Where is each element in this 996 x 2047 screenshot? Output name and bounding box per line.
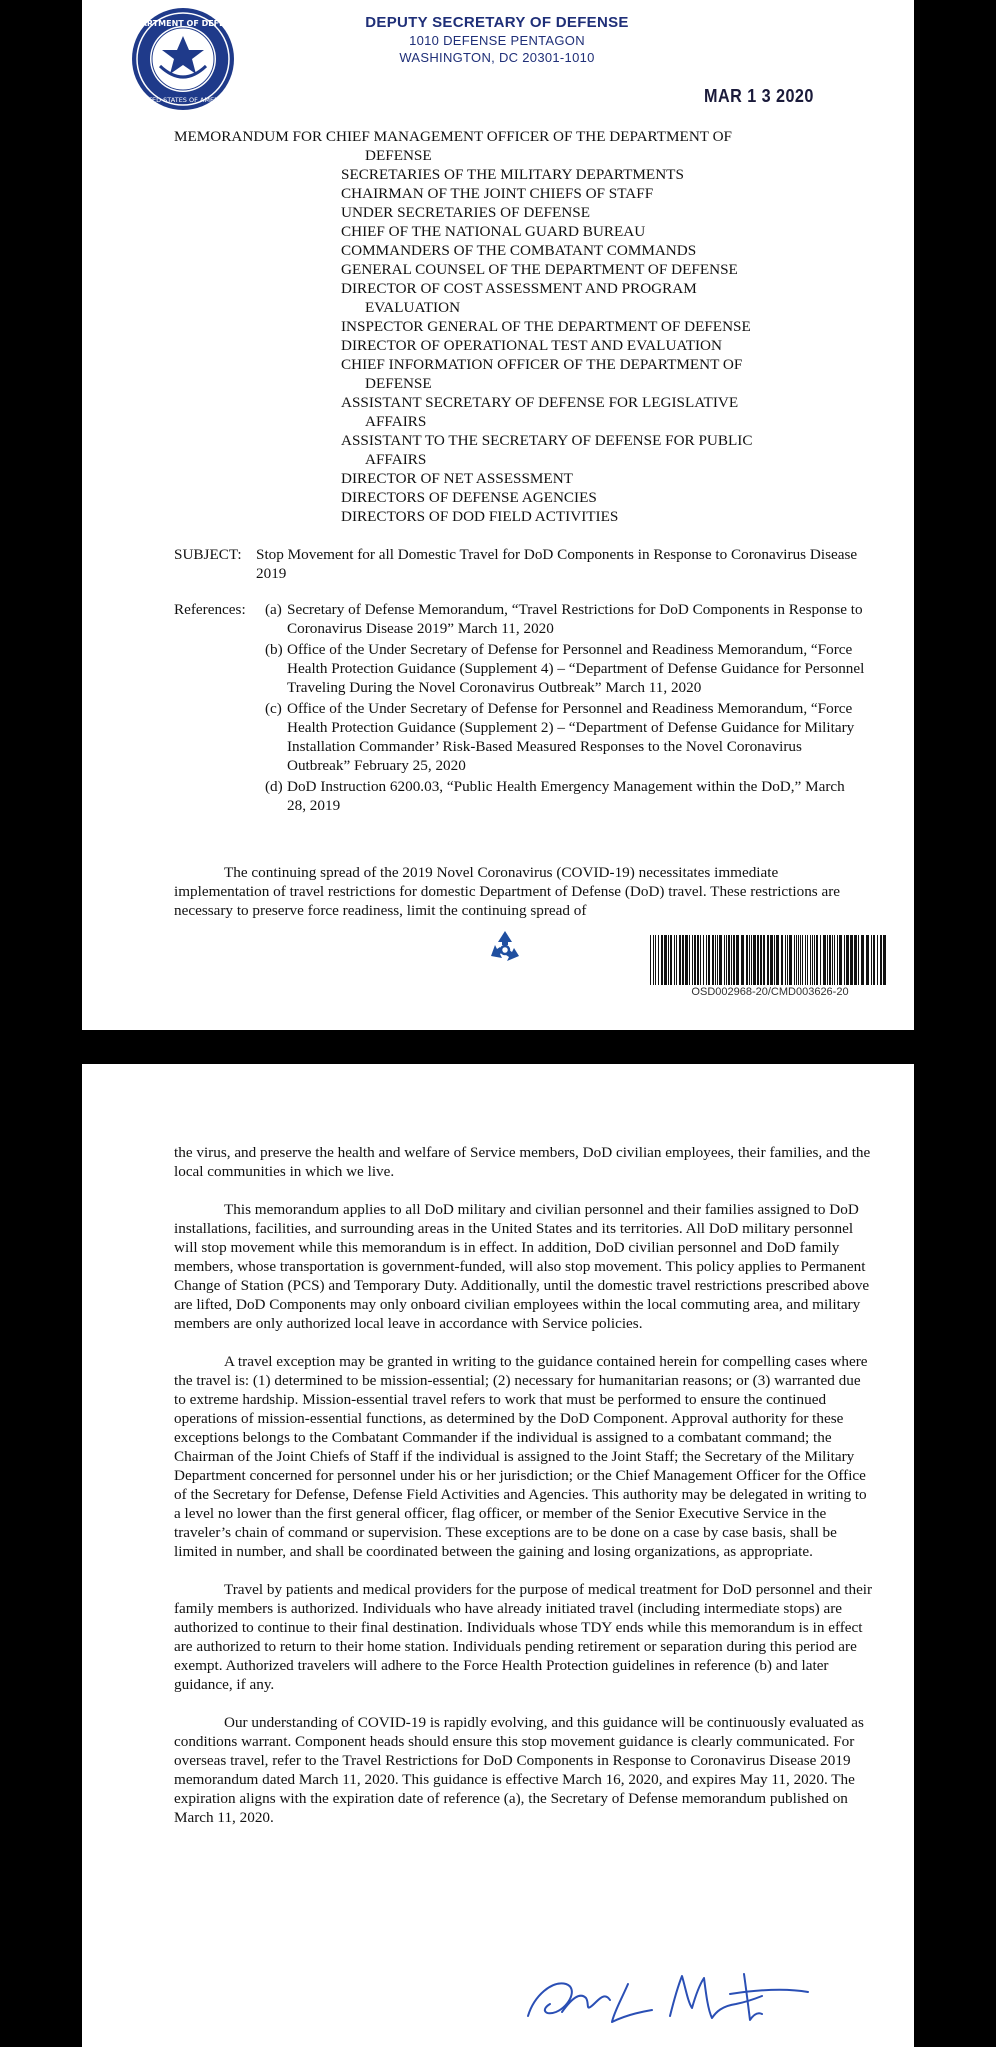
barcode-bar: [787, 935, 788, 985]
reference-item: (c) Office of the Under Secretary of Defense for Personnel and Readiness Memorandum, “Force Health Protection Guidance (Supplement 2) – “Department of Defense Guidance for Military Installation Commander’ Risk-Based Measured Responses to the Novel Coronavirus Outbreak” February 25, 2020: [265, 700, 855, 774]
barcode-bar: [724, 935, 725, 985]
addressee: COMMANDERS OF THE COMBATANT COMMANDS: [341, 242, 697, 259]
addressee: DIRECTOR OF COST ASSESSMENT AND PROGRAM EVALUATION: [341, 280, 697, 316]
barcode-bar: [776, 935, 779, 985]
barcode-bar: [719, 935, 722, 985]
barcode-bar: [850, 935, 853, 985]
addressee: DIRECTORS OF DOD FIELD ACTIVITIES: [341, 508, 619, 525]
barcode-bar: [668, 935, 669, 985]
barcode-bar: [728, 935, 730, 985]
recycle-icon: [486, 928, 524, 966]
barcode-bar: [689, 935, 690, 985]
barcode-bar: [798, 935, 799, 985]
barcode-bar: [653, 935, 654, 985]
barcode-bar: [685, 935, 688, 985]
barcode-bar: [796, 935, 797, 985]
barcode-bar: [883, 935, 886, 985]
addressee: GENERAL COUNSEL OF THE DEPARTMENT OF DEFENSE: [341, 261, 738, 278]
subject-label: SUBJECT:: [174, 546, 242, 563]
body-paragraph: Travel by patients and medical providers for the purpose of medical treatment for DoD personnel and their family members is authorized. Individuals who have already initiated travel (including intermediate stops) are authorized to continue to their final destination. Individuals whose TDY ends while this memorandum is in effect are authorized to return to their home station. Individuals pending retirement or separation during this period are exempt. Authorized travelers will adhere to the Force Health Protection guidelines in reference (b) and later guidance, if any.: [174, 1581, 873, 1693]
barcode-bar: [794, 935, 795, 985]
letterhead-title: DEPUTY SECRETARY OF DEFENSE: [365, 14, 629, 31]
reference-item: (a) Secretary of Defense Memorandum, “Travel Restrictions for DoD Components in Response to Coronavirus Disease 2019” March 11, 2020: [265, 601, 863, 637]
addressee: ASSISTANT SECRETARY OF DEFENSE FOR LEGISLATIVE AFFAIRS: [341, 394, 739, 430]
barcode-bar: [839, 935, 842, 985]
letterhead-address-line-1: 1010 DEFENSE PENTAGON: [409, 33, 585, 48]
barcode-bar: [760, 935, 762, 985]
letterhead: [352, 14, 642, 66]
reference-item: (d) DoD Instruction 6200.03, “Public Health Emergency Management within the DoD,” March 28, 2019: [265, 778, 845, 814]
barcode-bar: [880, 935, 882, 985]
addressee: DIRECTORS OF DEFENSE AGENCIES: [341, 489, 597, 506]
addressee: DIRECTOR OF OPERATIONAL TEST AND EVALUATION: [341, 337, 722, 354]
page-2-body: [174, 1143, 874, 1846]
barcode-bar: [834, 935, 835, 985]
barcode-bar: [694, 935, 696, 985]
barcode-bar: [770, 935, 773, 985]
addressee-list: [341, 146, 874, 526]
barcode-bar: [774, 935, 775, 985]
addressee: UNDER SECRETARIES OF DEFENSE: [341, 204, 590, 221]
barcode-bar: [733, 935, 735, 985]
barcode-bar: [679, 935, 681, 985]
svg-text:UNITED STATES OF AMERICA: UNITED STATES OF AMERICA: [136, 96, 230, 104]
barcode-bar: [757, 935, 759, 985]
barcode-bar: [810, 935, 811, 985]
subject-text: Stop Movement for all Domestic Travel for DoD Components in Response to Coronavirus Disease 2019: [256, 546, 858, 582]
barcode-bar: [844, 935, 845, 985]
barcode-bar: [858, 935, 859, 985]
barcode-bar: [706, 935, 707, 985]
barcode-bar: [753, 935, 756, 985]
body-paragraph: Our understanding of COVID-19 is rapidly evolving, and this guidance will be continuously evaluated as conditions warrant. Component heads should ensure this stop movement guidance is clearly communicated. For overseas travel, refer to the Travel Restrictions for DoD Components in Response to Coronavirus Disease 2019 memorandum dated March 11, 2020. This guidance is effective March 16, 2020, and expires May 11, 2020. The expiration aligns with the expiration date of reference (a), the Secretary of Defense memorandum published on March 11, 2020.: [174, 1714, 864, 1826]
addressee: CHAIRMAN OF THE JOINT CHIEFS OF STAFF: [341, 185, 654, 202]
body-paragraph: The continuing spread of the 2019 Novel Coronavirus (COVID-19) necessitates immediate implementation of travel restrictions for domestic Department of Defense (DoD) travel. These restrictions are necessary to preserve force readiness, limit the continuing spread of: [174, 864, 841, 919]
barcode-bar: [674, 935, 675, 985]
barcode-bar: [746, 935, 748, 985]
memo-page-2: [82, 1064, 914, 2047]
date-stamp: MAR 1 3 2020: [704, 86, 814, 106]
barcode-bar: [751, 935, 752, 985]
barcode-bar: [763, 935, 765, 985]
barcode-bar: [650, 935, 651, 985]
barcode-bar: [816, 935, 818, 985]
barcode-bar: [670, 935, 672, 985]
barcode-bar: [789, 935, 792, 985]
barcode-label: OSD002968-20/CMD003626-20: [691, 986, 849, 998]
barcode-bar: [814, 935, 815, 985]
barcode-bar: [658, 935, 659, 985]
barcode-bar: [846, 935, 849, 985]
barcode-bar: [877, 935, 878, 985]
barcode-bar: [800, 935, 801, 985]
barcode-bar: [731, 935, 732, 985]
barcode-bar: [726, 935, 727, 985]
memo-first-line: MEMORANDUM FOR CHIEF MANAGEMENT OFFICER OF THE DEPARTMENT OF: [174, 128, 733, 145]
barcode-bar: [700, 935, 701, 985]
subject-line: [174, 545, 874, 583]
addressee: INSPECTOR GENERAL OF THE DEPARTMENT OF DEFENSE: [341, 318, 751, 335]
addressee: DIRECTOR OF NET ASSESSMENT: [341, 470, 573, 487]
barcode-bar: [708, 935, 710, 985]
reference-item: (b) Office of the Under Secretary of Defense for Personnel and Readiness Memorandum, “Force Health Protection Guidance (Supplement 4) – “Department of Defense Guidance for Personnel Traveling During the Novel Coronavirus Outbreak” March 11, 2020: [265, 641, 865, 696]
barcode-bar: [802, 935, 803, 985]
memo-first-line-cont: DEFENSE: [365, 147, 432, 164]
dod-seal-icon: [123, 6, 243, 112]
body-paragraph: This memorandum applies to all DoD military and civilian personnel and their families assigned to DoD installations, facilities, and surrounding areas in the United States and its territories. All DoD military personnel will stop movement while this memorandum is in effect. In addition, DoD civilian personnel and DoD family members, whose transportation is government-funded, will also stop movement. This policy applies to Permanent Change of Station (PCS) and Temporary Duty. Additionally, until the domestic travel restrictions prescribed above are lifted, DoD Components may only onboard civilian employees within the local commuting area, and military members are only authorized local leave in accordance with Service policies.: [174, 1201, 870, 1332]
barcode-bar: [785, 935, 786, 985]
barcode-bar: [703, 935, 704, 985]
body-paragraph: A travel exception may be granted in writing to the guidance contained herein for compelling cases where the travel is: (1) determined to be mission-essential; (2) necessary for humanitarian reasons; or (3) warranted due to extreme hardship. Mission-essential travel refers to work that must be performed to ensure the continued operations of mission-essential functions, as determined by the DoD Component. Approval authority for these exceptions belongs to the Combatant Commander if the individual is assigned to a combatant command; the Chairman of the Joint Chiefs of Staff if the individual is assigned to the Joint Staff; the Secretary of the Military Department concerned for personnel under his or her jurisdiction; or the Chief Management Officer for the Office of the Secretary for Defense, Defense Field Activities and Agencies. This authority may be delegated in writing to a level no lower than the first general officer, flag officer, or member of the Senior Executive Service in the traveler’s chain of command or supervision. These exceptions are to be done on a case by case basis, shall be limited in number, and shall be coordinated between the gaining and losing organizations, as appropriate.: [174, 1353, 868, 1560]
barcode-bar: [715, 935, 716, 985]
barcode-bar: [805, 935, 806, 985]
barcode-bar: [664, 935, 667, 985]
barcode-bar: [655, 935, 656, 985]
addressee: ASSISTANT TO THE SECRETARY OF DEFENSE FOR PUBLIC AFFAIRS: [341, 432, 753, 468]
barcode-bar: [741, 935, 744, 985]
addressee: CHIEF INFORMATION OFFICER OF THE DEPARTMENT OF DEFENSE: [341, 356, 743, 392]
barcode-bar: [827, 935, 828, 985]
signature: [500, 1954, 820, 2034]
barcode-bar: [871, 935, 872, 985]
addressee: CHIEF OF THE NATIONAL GUARD BUREAU: [341, 223, 646, 240]
barcode: [650, 935, 888, 985]
barcode-bar: [873, 935, 875, 985]
barcode-bar: [820, 935, 821, 985]
barcode-bar: [837, 935, 838, 985]
barcode-bar: [749, 935, 750, 985]
barcode-bar: [861, 935, 864, 985]
barcode-bar: [697, 935, 699, 985]
barcode-bar: [767, 935, 769, 985]
barcode-bar: [854, 935, 857, 985]
barcode-bar: [807, 935, 808, 985]
memorandum-for: [174, 127, 874, 526]
barcode-bar: [692, 935, 693, 985]
letterhead-address-line-2: WASHINGTON, DC 20301-1010: [399, 50, 595, 65]
references-label: References:: [174, 601, 246, 618]
continuation-paragraph: the virus, and preserve the health and welfare of Service members, DoD civilian employees, their families, and the local communities in which we live.: [174, 1144, 871, 1180]
barcode-bar: [866, 935, 869, 985]
barcode-bar: [823, 935, 826, 985]
memo-page-1: [82, 0, 914, 1030]
barcode-bar: [712, 935, 714, 985]
barcode-bar: [717, 935, 718, 985]
barcode-bar: [661, 935, 663, 985]
barcode-bar: [832, 935, 833, 985]
barcode-bar: [829, 935, 831, 985]
barcode-bar: [812, 935, 813, 985]
barcode-bar: [736, 935, 739, 985]
barcode-bar: [676, 935, 677, 985]
references: [174, 600, 894, 817]
barcode-bar: [781, 935, 783, 985]
barcode-bar: [682, 935, 684, 985]
svg-text:DEPARTMENT OF DEFENSE: DEPARTMENT OF DEFENSE: [123, 19, 243, 28]
addressee: SECRETARIES OF THE MILITARY DEPARTMENTS: [341, 166, 684, 183]
